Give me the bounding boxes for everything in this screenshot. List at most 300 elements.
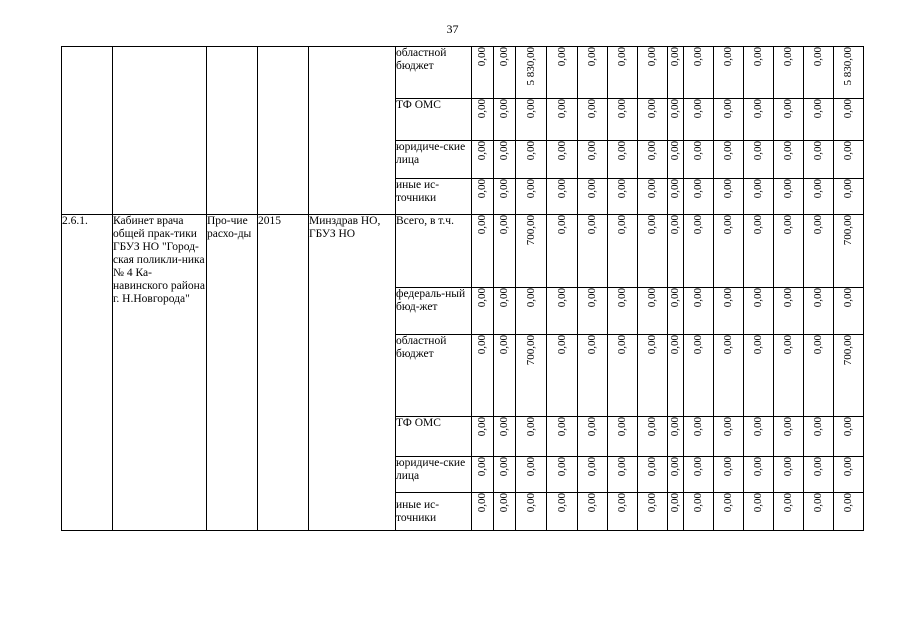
- value-cell: [804, 215, 834, 288]
- value-text: 0,00: [524, 179, 537, 199]
- table-row: [62, 215, 864, 288]
- value-text: 0,00: [646, 457, 658, 477]
- value-text: 0,00: [586, 335, 598, 355]
- value-cell: [472, 457, 494, 493]
- value-text: 0,00: [692, 47, 704, 67]
- value-text: 0,00: [616, 47, 628, 67]
- value-cell: [608, 141, 638, 179]
- empty-cell: [258, 47, 309, 215]
- value-text: 0,00: [498, 417, 510, 437]
- value-cell: [744, 417, 774, 457]
- funding-source-cell: юридиче-ские лица: [396, 141, 472, 179]
- value-text: 0,00: [555, 288, 568, 308]
- value-text: 0,00: [498, 288, 510, 308]
- value-cell: [714, 493, 744, 531]
- value-cell: [804, 288, 834, 335]
- value-text: 0,00: [586, 493, 598, 513]
- funding-source-cell: Всего, в т.ч.: [396, 215, 472, 288]
- value-cell: [804, 47, 834, 99]
- value-text: 0,00: [616, 288, 628, 308]
- value-text: 0,00: [782, 215, 794, 235]
- value-cell: [578, 215, 608, 288]
- value-text: 0,00: [812, 47, 824, 67]
- value-cell: [516, 335, 547, 417]
- funding-source-cell: областной бюджет: [396, 335, 472, 417]
- value-cell: [714, 288, 744, 335]
- value-cell: [547, 335, 578, 417]
- value-text: 0,00: [669, 457, 681, 477]
- value-cell: [668, 288, 684, 335]
- page-number: 37: [446, 22, 459, 36]
- table-row: [62, 47, 864, 99]
- value-text: 0,00: [722, 493, 734, 513]
- value-cell: [547, 99, 578, 141]
- value-text: 0,00: [498, 335, 510, 355]
- value-cell: [804, 99, 834, 141]
- value-text: 0,00: [669, 99, 681, 119]
- value-cell: [774, 99, 804, 141]
- value-text: 0,00: [782, 493, 794, 513]
- value-cell: [744, 457, 774, 493]
- value-text: 0,00: [812, 457, 824, 477]
- value-cell: [744, 47, 774, 99]
- value-cell: [494, 215, 516, 288]
- value-text: 0,00: [586, 457, 598, 477]
- value-text: 0,00: [842, 417, 854, 437]
- year-cell: 2015: [258, 215, 309, 531]
- value-text: 0,00: [692, 179, 704, 199]
- value-text: 0,00: [524, 417, 537, 437]
- value-text: 0,00: [555, 335, 568, 355]
- value-text: 0,00: [692, 335, 704, 355]
- value-text: 0,00: [616, 99, 628, 119]
- value-text: 0,00: [722, 99, 734, 119]
- value-text: 0,00: [812, 99, 824, 119]
- value-cell: [668, 335, 684, 417]
- value-cell: [744, 493, 774, 531]
- value-cell: [774, 179, 804, 215]
- value-cell: [714, 215, 744, 288]
- value-text: 0,00: [524, 99, 537, 119]
- value-cell: [472, 493, 494, 531]
- value-cell: [578, 179, 608, 215]
- empty-cell: [309, 47, 396, 215]
- value-cell: [684, 457, 714, 493]
- value-text: 0,00: [752, 417, 764, 437]
- value-cell: [494, 179, 516, 215]
- value-text: 0,00: [555, 47, 568, 67]
- value-cell: [714, 141, 744, 179]
- value-text: 0,00: [722, 179, 734, 199]
- value-cell: [834, 288, 864, 335]
- value-cell: [834, 335, 864, 417]
- value-text: 0,00: [476, 493, 488, 513]
- value-cell: [516, 457, 547, 493]
- empty-cell: [207, 47, 258, 215]
- value-text: 0,00: [555, 417, 568, 437]
- value-text: 0,00: [692, 99, 704, 119]
- value-cell: [744, 288, 774, 335]
- value-text: 0,00: [586, 417, 598, 437]
- value-text: 0,00: [782, 99, 794, 119]
- value-cell: [834, 493, 864, 531]
- value-cell: [516, 47, 547, 99]
- value-text: 0,00: [752, 288, 764, 308]
- value-cell: [684, 47, 714, 99]
- value-text: 0,00: [616, 335, 628, 355]
- value-cell: [804, 457, 834, 493]
- value-text: 0,00: [842, 179, 854, 199]
- value-cell: [714, 457, 744, 493]
- value-cell: [668, 179, 684, 215]
- value-cell: [684, 141, 714, 179]
- value-text: 0,00: [555, 179, 568, 199]
- value-cell: [774, 493, 804, 531]
- value-text: 0,00: [722, 335, 734, 355]
- value-cell: [774, 141, 804, 179]
- value-text: 700,00: [842, 335, 854, 366]
- value-cell: [744, 141, 774, 179]
- value-text: 0,00: [812, 417, 824, 437]
- value-cell: [516, 215, 547, 288]
- value-cell: [834, 215, 864, 288]
- value-text: 0,00: [646, 288, 658, 308]
- value-text: 0,00: [586, 99, 598, 119]
- value-cell: [834, 179, 864, 215]
- value-cell: [834, 99, 864, 141]
- value-text: 0,00: [842, 99, 854, 119]
- value-cell: [638, 47, 668, 99]
- value-cell: [774, 457, 804, 493]
- value-text: 0,00: [616, 457, 628, 477]
- value-text: 0,00: [669, 335, 681, 355]
- value-text: 0,00: [476, 335, 488, 355]
- value-cell: [578, 417, 608, 457]
- empty-cell: [113, 47, 207, 215]
- value-cell: [714, 417, 744, 457]
- value-cell: [668, 141, 684, 179]
- value-text: 0,00: [646, 335, 658, 355]
- value-cell: [744, 335, 774, 417]
- item-number-cell: 2.6.1.: [62, 215, 113, 531]
- value-cell: [578, 288, 608, 335]
- value-cell: [494, 47, 516, 99]
- value-cell: [547, 179, 578, 215]
- value-text: 0,00: [752, 99, 764, 119]
- value-text: 0,00: [752, 47, 764, 67]
- value-text: 0,00: [752, 457, 764, 477]
- value-cell: [668, 99, 684, 141]
- value-text: 0,00: [842, 288, 854, 308]
- value-text: 0,00: [498, 215, 510, 235]
- value-text: 0,00: [498, 457, 510, 477]
- funding-source-cell: федераль-ный бюд-жет: [396, 288, 472, 335]
- value-cell: [547, 417, 578, 457]
- value-text: 0,00: [586, 47, 598, 67]
- value-text: 0,00: [812, 179, 824, 199]
- value-text: 0,00: [692, 417, 704, 437]
- value-cell: [804, 335, 834, 417]
- value-cell: [494, 457, 516, 493]
- value-cell: [804, 179, 834, 215]
- funding-source-cell: областной бюджет: [396, 47, 472, 99]
- value-cell: [804, 141, 834, 179]
- value-text: 0,00: [669, 215, 681, 235]
- value-cell: [494, 141, 516, 179]
- value-cell: [516, 417, 547, 457]
- value-text: 0,00: [586, 215, 598, 235]
- value-cell: [638, 141, 668, 179]
- funding-source-cell: иные ис-точники: [396, 179, 472, 215]
- value-text: 0,00: [646, 47, 658, 67]
- value-cell: [744, 215, 774, 288]
- value-text: 0,00: [555, 99, 568, 119]
- value-text: 0,00: [669, 47, 681, 67]
- funding-source-cell: иные ис-точники: [396, 493, 472, 531]
- value-text: 0,00: [476, 417, 488, 437]
- value-cell: [472, 335, 494, 417]
- value-text: 0,00: [752, 335, 764, 355]
- value-cell: [714, 99, 744, 141]
- value-cell: [834, 457, 864, 493]
- value-cell: [834, 141, 864, 179]
- value-text: 0,00: [722, 47, 734, 67]
- value-text: 0,00: [646, 179, 658, 199]
- value-cell: [608, 457, 638, 493]
- budget-table: [61, 46, 864, 531]
- value-cell: [578, 47, 608, 99]
- value-text: 0,00: [498, 47, 510, 67]
- value-text: 0,00: [752, 215, 764, 235]
- value-cell: [472, 215, 494, 288]
- value-cell: [834, 417, 864, 457]
- value-cell: [638, 457, 668, 493]
- funding-source-cell: юридиче-ские лица: [396, 457, 472, 493]
- value-cell: [472, 417, 494, 457]
- value-text: 0,00: [669, 179, 681, 199]
- value-cell: [684, 99, 714, 141]
- value-text: 0,00: [616, 493, 628, 513]
- value-text: 0,00: [476, 47, 488, 67]
- value-text: 0,00: [555, 493, 568, 513]
- value-cell: [668, 457, 684, 493]
- value-cell: [668, 493, 684, 531]
- value-text: 0,00: [722, 288, 734, 308]
- value-text: 0,00: [692, 288, 704, 308]
- value-text: 5 830,00: [524, 47, 537, 86]
- value-text: 0,00: [842, 493, 854, 513]
- value-cell: [494, 288, 516, 335]
- value-text: 0,00: [476, 99, 488, 119]
- value-cell: [472, 47, 494, 99]
- value-text: 0,00: [782, 457, 794, 477]
- value-text: 0,00: [669, 417, 681, 437]
- value-cell: [608, 335, 638, 417]
- value-text: 0,00: [524, 457, 537, 477]
- value-cell: [578, 99, 608, 141]
- value-text: 0,00: [586, 288, 598, 308]
- value-text: 0,00: [616, 141, 628, 161]
- value-text: 0,00: [476, 457, 488, 477]
- value-text: 0,00: [555, 215, 568, 235]
- value-text: 0,00: [842, 141, 854, 161]
- value-text: 0,00: [722, 457, 734, 477]
- value-cell: [494, 99, 516, 141]
- value-cell: [516, 99, 547, 141]
- value-cell: [714, 335, 744, 417]
- value-cell: [516, 179, 547, 215]
- value-cell: [608, 288, 638, 335]
- value-cell: [744, 99, 774, 141]
- value-text: 0,00: [498, 493, 510, 513]
- value-cell: [608, 215, 638, 288]
- value-cell: [547, 47, 578, 99]
- value-text: 0,00: [782, 335, 794, 355]
- value-text: 0,00: [722, 141, 734, 161]
- value-cell: [472, 99, 494, 141]
- value-text: 700,00: [524, 335, 537, 366]
- value-text: 0,00: [555, 141, 568, 161]
- value-cell: [668, 215, 684, 288]
- value-text: 0,00: [646, 493, 658, 513]
- value-cell: [638, 99, 668, 141]
- value-cell: [714, 179, 744, 215]
- value-text: 700,00: [842, 215, 854, 246]
- value-text: 0,00: [586, 179, 598, 199]
- value-text: 0,00: [498, 179, 510, 199]
- value-text: 0,00: [524, 141, 537, 161]
- value-cell: [684, 493, 714, 531]
- item-name-cell: Кабинет врача общей прак-тики ГБУЗ НО "Город-ская поликли-ника № 4 Ка-навинского района г. Н.Новгорода": [113, 215, 207, 531]
- value-text: 0,00: [646, 417, 658, 437]
- value-cell: [578, 141, 608, 179]
- value-cell: [638, 335, 668, 417]
- value-cell: [472, 141, 494, 179]
- value-cell: [684, 335, 714, 417]
- value-text: 0,00: [752, 493, 764, 513]
- value-text: 0,00: [616, 417, 628, 437]
- value-cell: [684, 288, 714, 335]
- funding-source-cell: ТФ ОМС: [396, 99, 472, 141]
- value-text: 0,00: [782, 141, 794, 161]
- value-cell: [516, 288, 547, 335]
- expense-type-cell: Про-чие расхо-ды: [207, 215, 258, 531]
- value-text: 0,00: [616, 179, 628, 199]
- value-cell: [608, 47, 638, 99]
- value-text: 0,00: [692, 457, 704, 477]
- value-cell: [684, 179, 714, 215]
- value-cell: [744, 179, 774, 215]
- value-cell: [608, 99, 638, 141]
- value-text: 0,00: [812, 215, 824, 235]
- value-text: 0,00: [752, 141, 764, 161]
- value-text: 5 830,00: [842, 47, 854, 86]
- value-text: 700,00: [524, 215, 537, 246]
- value-cell: [578, 335, 608, 417]
- value-cell: [774, 335, 804, 417]
- value-text: 0,00: [782, 417, 794, 437]
- value-cell: [608, 417, 638, 457]
- value-text: 0,00: [692, 493, 704, 513]
- value-cell: [684, 417, 714, 457]
- value-cell: [774, 215, 804, 288]
- value-text: 0,00: [722, 417, 734, 437]
- value-text: 0,00: [476, 179, 488, 199]
- value-cell: [547, 288, 578, 335]
- value-text: 0,00: [498, 141, 510, 161]
- value-text: 0,00: [669, 288, 681, 308]
- value-text: 0,00: [782, 179, 794, 199]
- value-cell: [774, 47, 804, 99]
- value-text: 0,00: [812, 141, 824, 161]
- value-cell: [516, 493, 547, 531]
- value-cell: [472, 179, 494, 215]
- value-text: 0,00: [812, 288, 824, 308]
- value-cell: [668, 417, 684, 457]
- value-text: 0,00: [476, 215, 488, 235]
- value-cell: [494, 417, 516, 457]
- value-text: 0,00: [782, 288, 794, 308]
- value-cell: [638, 179, 668, 215]
- value-text: 0,00: [646, 141, 658, 161]
- value-cell: [494, 335, 516, 417]
- value-text: 0,00: [616, 215, 628, 235]
- value-cell: [547, 493, 578, 531]
- value-text: 0,00: [646, 215, 658, 235]
- value-cell: [638, 493, 668, 531]
- value-cell: [774, 417, 804, 457]
- value-cell: [547, 457, 578, 493]
- value-cell: [638, 288, 668, 335]
- value-text: 0,00: [476, 141, 488, 161]
- value-cell: [608, 179, 638, 215]
- value-cell: [516, 141, 547, 179]
- value-text: 0,00: [722, 215, 734, 235]
- empty-cell: [62, 47, 113, 215]
- value-text: 0,00: [669, 493, 681, 513]
- value-text: 0,00: [524, 493, 537, 513]
- value-cell: [714, 47, 744, 99]
- value-text: 0,00: [555, 457, 568, 477]
- value-cell: [578, 457, 608, 493]
- value-text: 0,00: [692, 141, 704, 161]
- value-cell: [638, 417, 668, 457]
- value-cell: [834, 47, 864, 99]
- executor-cell: Минздрав НО, ГБУЗ НО: [309, 215, 396, 531]
- value-cell: [547, 215, 578, 288]
- value-text: 0,00: [812, 335, 824, 355]
- value-text: 0,00: [476, 288, 488, 308]
- value-text: 0,00: [812, 493, 824, 513]
- value-cell: [684, 215, 714, 288]
- value-cell: [638, 215, 668, 288]
- value-cell: [578, 493, 608, 531]
- value-cell: [472, 288, 494, 335]
- value-text: 0,00: [669, 141, 681, 161]
- value-text: 0,00: [646, 99, 658, 119]
- value-cell: [608, 493, 638, 531]
- value-cell: [547, 141, 578, 179]
- value-cell: [668, 47, 684, 99]
- value-cell: [774, 288, 804, 335]
- value-text: 0,00: [692, 215, 704, 235]
- value-text: 0,00: [842, 457, 854, 477]
- value-text: 0,00: [498, 99, 510, 119]
- value-cell: [804, 417, 834, 457]
- value-text: 0,00: [782, 47, 794, 67]
- funding-source-cell: ТФ ОМС: [396, 417, 472, 457]
- value-text: 0,00: [524, 288, 537, 308]
